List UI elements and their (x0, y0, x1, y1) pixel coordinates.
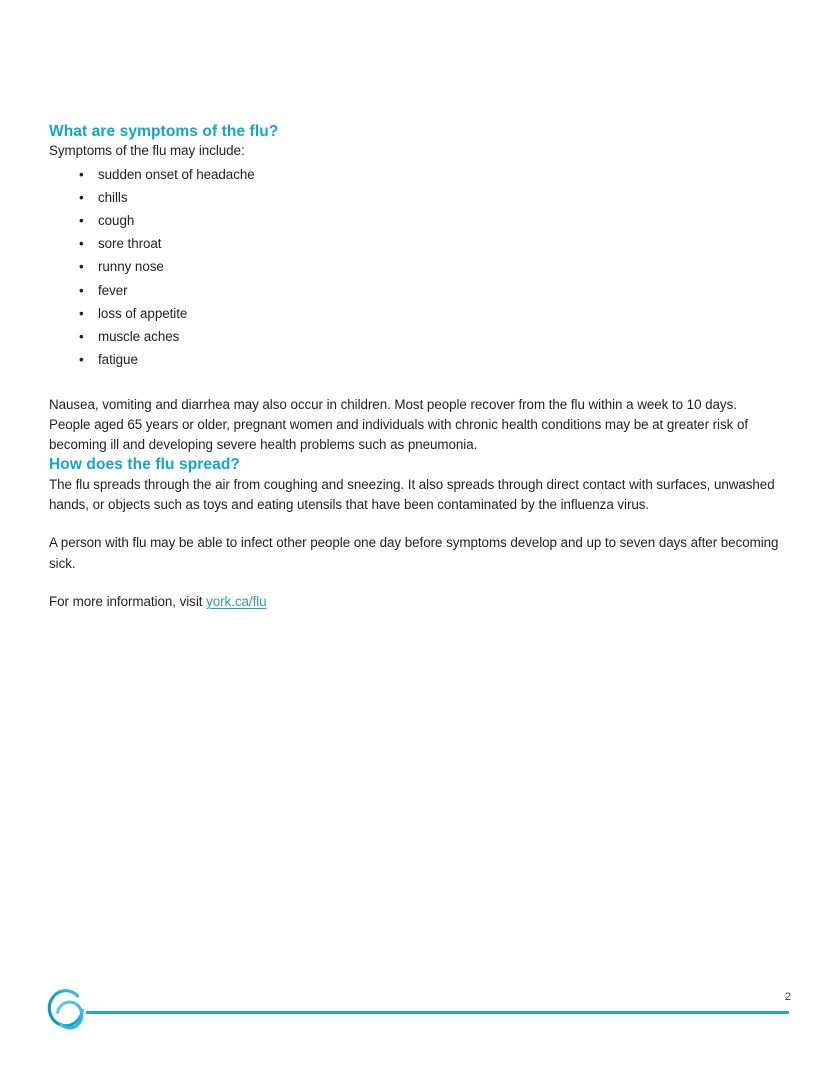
list-item (49, 302, 781, 325)
list-item-label: runny nose (98, 259, 164, 275)
page-number: 2 (784, 991, 791, 1003)
page-footer (0, 977, 840, 1087)
symptoms-intro-text: Symptoms of the flu may include: (49, 143, 245, 159)
list-item (49, 325, 781, 348)
footer-divider-rule (86, 1011, 789, 1014)
bullet-icon: • (79, 213, 84, 229)
list-item (49, 279, 781, 302)
spread-paragraph-2: A person with flu may be able to infect other people one day before symptoms develop and up to seven days after becoming sick. (49, 535, 779, 571)
bullet-icon: • (79, 189, 84, 205)
list-item-label: loss of appetite (98, 305, 188, 321)
york-ca-flu-link[interactable]: york.ca/flu (206, 593, 267, 609)
york-region-swirl-logo (47, 988, 91, 1032)
list-item (49, 255, 781, 278)
list-item (49, 348, 781, 371)
bullet-icon: • (79, 259, 84, 275)
list-item-label: cough (98, 213, 135, 229)
page-content (49, 122, 781, 612)
spread-paragraph-1: The flu spreads through the air from coughing and sneezing. It also spreads through direct contact with surfaces, unwashed hands, or objects such as toys and eating utensils that have been contaminated by the influenza virus. (49, 476, 775, 513)
more-information-prefix: For more information, visit (49, 593, 207, 609)
list-item (49, 232, 781, 255)
list-item (49, 209, 781, 232)
list-item (49, 186, 781, 209)
list-item-label: sore throat (98, 236, 162, 252)
bullet-icon: • (79, 166, 84, 182)
list-item-label: chills (98, 189, 128, 205)
list-item-label: fever (98, 282, 128, 298)
heading-spread: How does the flu spread? (49, 456, 241, 474)
symptoms-closing-paragraph: Nausea, vomiting and diarrhea may also occur in children. Most people recover from the flu within a week to 10 days. People aged 65 years or older, pregnant women and individuals with chronic health conditions may be at greater risk of becoming ill and developing severe health problems such as pneumonia. (49, 396, 749, 453)
list-item-label: fatigue (98, 352, 138, 368)
bullet-icon: • (79, 329, 84, 345)
bullet-icon: • (79, 236, 84, 252)
symptoms-list (49, 163, 781, 372)
list-item (49, 163, 781, 186)
bullet-icon: • (79, 305, 84, 321)
list-item-label: sudden onset of headache (98, 166, 255, 182)
list-item-label: muscle aches (98, 329, 180, 345)
bullet-icon: • (79, 352, 84, 368)
more-information-paragraph (49, 592, 781, 612)
bullet-icon: • (79, 282, 84, 298)
heading-symptoms: What are symptoms of the flu? (49, 123, 279, 140)
